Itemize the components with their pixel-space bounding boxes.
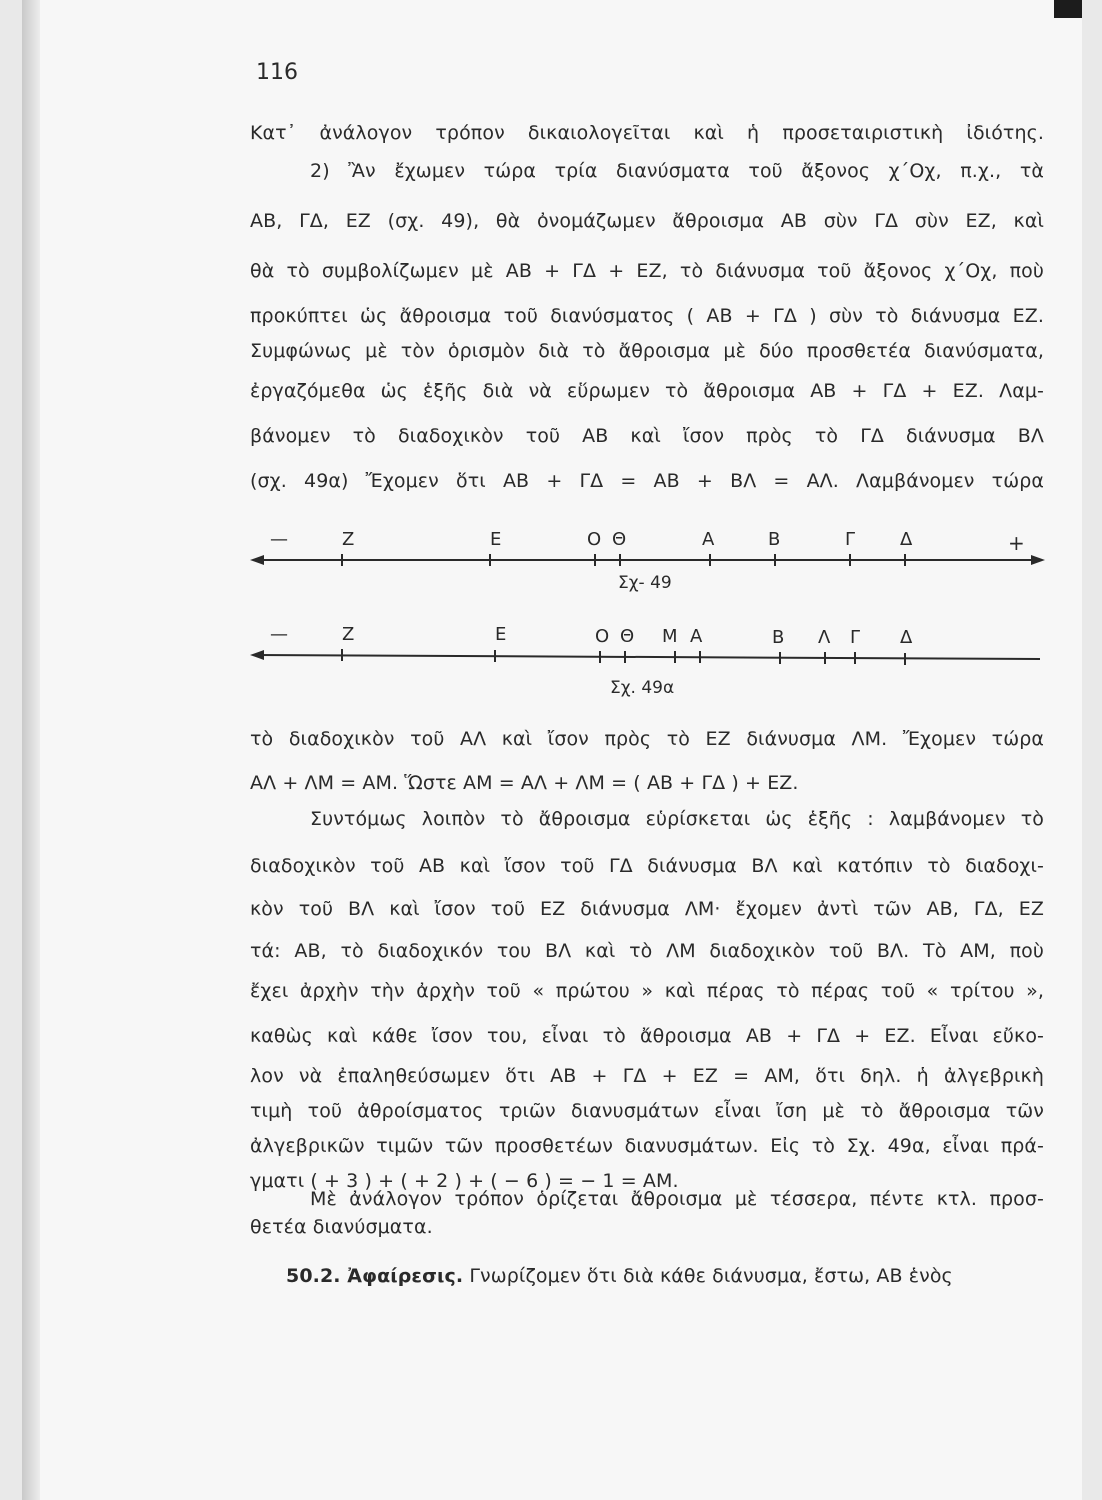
label-lambda: Λ	[818, 627, 831, 648]
text-line: διαδοχικὸν τοῦ AB καὶ ἴσον τοῦ ΓΔ διάνυσμα ΒΛ καὶ κατόπιν τὸ διαδοχι-	[250, 855, 1044, 877]
figure-49	[250, 520, 1050, 600]
label-b: B	[772, 627, 785, 648]
text-line: Συμφώνως μὲ τὸν ὁρισμὸν διὰ τὸ ἄθροισμα μὲ δύο προσθετέα διανύσματα,	[250, 340, 1044, 362]
figure-49a	[250, 615, 1050, 700]
text-line: ἀλγεβρικῶν τιμῶν τῶν προσθετέων διανυσμάτων. Εἰς τὸ Σχ. 49α, εἶναι πρά-	[250, 1135, 1044, 1157]
label-e: E	[490, 529, 502, 550]
text-line: θὰ τὸ συμβολίζωμεν μὲ AB + ΓΔ + EZ, τὸ διάνυσμα τοῦ ἄξονος χ΄Οχ, ποὺ	[250, 260, 1044, 282]
text-line: γματι ( + 3 ) + ( + 2 ) + ( − 6 ) = − 1 = AM.	[250, 1170, 679, 1192]
label-b: B	[768, 529, 781, 550]
label-gamma: Γ	[850, 627, 861, 648]
axis-arrow-left	[250, 650, 264, 660]
text-line: τά: AB, τὸ διαδοχικόν του ΒΛ καὶ τὸ ΛΜ διαδοχικὸν τοῦ ΒΛ. Τὸ AM, ποὺ	[250, 940, 1044, 962]
label-m: M	[662, 626, 678, 647]
text-line: τιμὴ τοῦ ἀθροίσματος τριῶν διανυσμάτων εἶναι ἴση μὲ τὸ ἄθροισμα τῶν	[250, 1100, 1044, 1122]
text-line: 2) Ἂν ἔχωμεν τώρα τρία διανύσματα τοῦ ἄξονος χ΄Οχ, π.χ., τὰ	[310, 160, 1044, 182]
text-line: Συντόμως λοιπὸν τὸ ἄθροισμα εὑρίσκεται ὡς ἑξῆς : λαμβάνομεν τὸ	[310, 808, 1044, 830]
figure-caption: Σχ- 49	[618, 573, 672, 593]
text-line: θετέα διανύσματα.	[250, 1216, 433, 1238]
label-z: Z	[342, 624, 355, 645]
label-theta: Θ	[612, 529, 627, 550]
text-line: καθὼς καὶ κάθε ἴσον του, εἶναι τὸ ἄθροισμα AB + ΓΔ + EZ. Εἶναι εὔκο-	[250, 1025, 1044, 1047]
text-line: λον νὰ ἐπαληθεύσωμεν ὅτι AB + ΓΔ + EZ = AM, ὅτι δηλ. ἡ ἀλγεβρικὴ	[250, 1065, 1044, 1087]
text-line: τὸ διαδοχικὸν τοῦ AΛ καὶ ἴσον πρὸς τὸ EZ διάνυσμα ΛΜ. Ἔχομεν τώρα	[250, 728, 1044, 750]
page-binding-shadow	[22, 0, 40, 1500]
label-a: A	[690, 626, 703, 647]
figure-caption: Σχ. 49α	[610, 678, 675, 698]
text-line: AΛ + ΛΜ = AM. Ὥστε AM = AΛ + ΛΜ = ( AB + ΓΔ ) + EZ.	[250, 772, 799, 794]
label-plus: +	[1008, 531, 1025, 555]
label-e: E	[495, 624, 507, 645]
text-line: Κατ᾽ ἀνάλογον τρόπον δικαιολογεῖται καὶ ἡ προσεταιριστικὴ ἰδιότης.	[250, 122, 1044, 144]
text-line: AB, ΓΔ, EZ (σχ. 49), θὰ ὀνομάζωμεν ἄθροισμα AB σὺν ΓΔ σὺν EZ, καὶ	[250, 210, 1044, 232]
text-line: βάνομεν τὸ διαδοχικὸν τοῦ AB καὶ ἴσον πρὸς τὸ ΓΔ διάνυσμα ΒΛ	[250, 425, 1044, 447]
label-delta: Δ	[900, 529, 913, 550]
label-o: O	[595, 626, 610, 647]
scan-corner	[1054, 0, 1082, 18]
label-theta: Θ	[620, 626, 635, 647]
label-gamma: Γ	[845, 529, 856, 550]
axis-arrow-right	[1031, 555, 1045, 565]
section-heading: 50.2. Ἀφαίρεσις.	[286, 1265, 464, 1287]
text-line: Μὲ ἀνάλογον τρόπον ὁρίζεται ἄθροισμα μὲ τέσσερα, πέντε κτλ. προσ-	[310, 1188, 1044, 1210]
text-line: ἐργαζόμεθα ὡς ἑξῆς διὰ νὰ εὕρωμεν τὸ ἄθροισμα AB + ΓΔ + EZ. Λαμ-	[250, 380, 1044, 402]
axis-line	[255, 655, 1040, 659]
section-line	[286, 1265, 1046, 1287]
axis-arrow-left	[250, 555, 264, 565]
label-minus: —	[270, 529, 288, 550]
label-a: A	[702, 529, 715, 550]
text-line: (σχ. 49α) Ἔχομεν ὅτι AB + ΓΔ = AB + ΒΛ = AΛ. Λαμβάνομεν τώρα	[250, 470, 1044, 492]
text-line: κὸν τοῦ ΒΛ καὶ ἴσον τοῦ EZ διάνυσμα ΛΜ· ἔχομεν ἀντὶ τῶν AB, ΓΔ, EZ	[250, 898, 1044, 920]
label-o: O	[587, 529, 602, 550]
page-number: 116	[256, 60, 298, 85]
text-line: προκύπτει ὡς ἄθροισμα τοῦ διανύσματος ( AB + ΓΔ ) σὺν τὸ διάνυσμα EZ.	[250, 305, 1044, 327]
label-delta: Δ	[900, 627, 913, 648]
text-line: ἔχει ἀρχὴν τὴν ἀρχὴν τοῦ « πρώτου » καὶ πέρας τὸ πέρας τοῦ « τρίτου »,	[250, 980, 1044, 1002]
label-minus: —	[270, 624, 288, 645]
section-text: Γνωρίζομεν ὅτι διὰ κάθε διάνυσμα, ἔστω, AB ἑνὸς	[469, 1265, 953, 1287]
label-z: Z	[342, 529, 355, 550]
